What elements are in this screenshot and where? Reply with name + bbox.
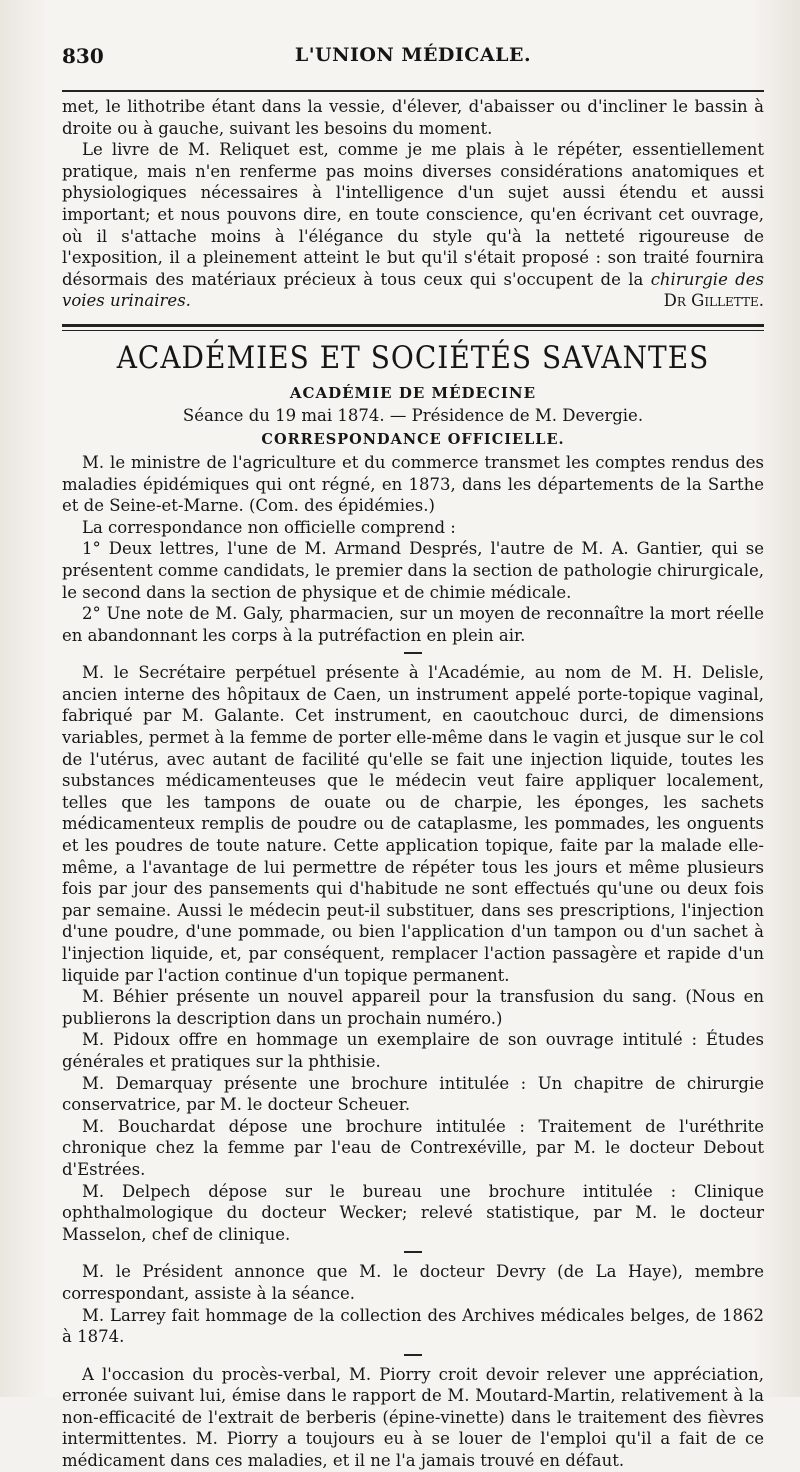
separator-dash <box>404 652 422 654</box>
section-rule <box>62 324 764 331</box>
running-head: L'UNION MÉDICALE. <box>294 44 532 66</box>
page-number: 830 <box>62 44 104 68</box>
review-paragraph-1: met, le lithotribe étant dans la vessie, d'élever, d'abaisser ou d'incliner le bassin à droite ou à gauche, suivant les besoins du moment. <box>62 97 764 138</box>
paragraph-piorry: A l'occasion du procès-verbal, M. Piorry croit devoir relever une appréciation, erronée suivant lui, émise dans le rapport de M. Moutard-Martin, relativement à la non-efficacité de l'extrait de berberis (épine-vinette) dans le traitement des fièvres intermittentes. M. Piorry a toujours eu à se louer de l'emploi qu'il a fait de ce médicament dans ces maladies, et il ne l'a jamais trouvé en défaut. <box>62 1364 764 1471</box>
paragraph-president: M. le Président annonce que M. le docteur Devry (de La Haye), membre correspondant, assiste à la séance. <box>62 1262 764 1303</box>
section-title: ACADÉMIES ET SOCIÉTÉS SAVANTES <box>116 339 710 376</box>
paragraph-behier: M. Béhier présente un nouvel appareil pour la transfusion du sang. (Nous en publierons la description dans un prochain numéro.) <box>62 987 764 1028</box>
signature-name: Dr Gillette. <box>663 291 764 311</box>
paragraph-pidoux: M. Pidoux offre en hommage un exemplaire de son ouvrage intitulé : Études générales et pratiques sur la phthisie. <box>62 1030 764 1071</box>
paragraph-note-galy: 2° Une note de M. Galy, pharmacien, sur un moyen de reconnaître la mort réelle en abandonnant les corps à la putréfaction en plein air. <box>62 604 764 645</box>
review-paragraph-2-italic: chirurgie des voies urinaires. <box>62 269 764 311</box>
header-rule <box>62 90 764 92</box>
correspondance-heading: CORRESPONDANCE OFFICIELLE. <box>261 430 565 448</box>
paragraph-delpech: M. Delpech dépose sur le bureau une brochure intitulée : Clinique ophthalmologique du docteur Wecker; relevé statistique, par M. le docteur Masselon, chef de clinique. <box>62 1181 764 1244</box>
academy-heading: ACADÉMIE DE MÉDECINE <box>289 383 537 402</box>
separator-dash <box>404 1354 422 1356</box>
paragraph-secretaire: M. le Secrétaire perpétuel présente à l'Académie, au nom de M. H. Delisle, ancien interne des hôpitaux de Caen, un instrument appelé porte-topique vaginal, fabriqué par M. Galante. Cet instrument, en caoutchouc durci, de dimensions variables, permet à la femme de porter elle-même dans le vagin et jusque sur le col de l'utérus, avec autant de facilité qu'elle se fait une injection liquide, toutes les substances médicamenteuses que le médecin veut faire appliquer localement, telles que les tampons de ouate ou de charpie, les éponges, les sachets médicamenteux remplis de poudre ou de cataplasme, les pommades, les onguents et les poudres de toute nature. Cette application topique, faite par la malade elle-même, a l'avantage de lui permettre de répéter tous les jours et même plusieurs fois par jour des pansements qui d'habitude ne sont effectués qu'une ou deux fois par semaine. Aussi le médecin peut-il substituer, dans ses prescriptions, l'injection d'une poudre, d'une pommade, ou bien l'application d'un tampon ou d'un sachet à l'injection liquide, et, par conséquent, remplacer l'action passagère et rapide d'un liquide par l'action continue d'un topique permanent. <box>62 663 764 985</box>
paragraph-bouchardat: M. Bouchardat dépose une brochure intitulée : Traitement de l'uréthrite chronique chez la femme par l'eau de Contrexéville, par M. le docteur Debout d'Estrées. <box>62 1116 764 1179</box>
paragraph-lettres: 1° Deux lettres, l'une de M. Armand Després, l'autre de M. A. Gantier, qui se présentent comme candidats, le premier dans la section de pathologie chirurgicale, le second dans la section de physique et de chimie médicale. <box>62 539 764 602</box>
paragraph-correspondance: La correspondance non officielle comprend : <box>82 517 456 537</box>
paragraph-demarquay: M. Demarquay présente une brochure intitulée : Un chapitre de chirurgie conservatrice, par M. le docteur Scheuer. <box>62 1073 764 1115</box>
review-paragraph-2 <box>62 139 764 312</box>
review-paragraph-2-text: Le livre de M. Reliquet est, comme je me plais à le répéter, essentiellement pratique, mais n'en renferme pas moins diverses considérations anatomiques et physiologiques nécessaires à l'intelligence d'un sujet aussi étendu et aussi important; et nous pouvons dire, en toute conscience, qu'en écrivant cet ouvrage, où il s'attache moins à l'élégance du style qu'à la netteté rigoureuse de l'exposition, il a pleinement atteint le but qu'il s'était proposé : son traité fournira désormais des matériaux précieux à tous ceux qui s'occupent de la <box>62 140 764 289</box>
session-line: Séance du 19 mai 1874. — Présidence de M. Devergie. <box>182 405 644 425</box>
paragraph-ministre: M. le ministre de l'agriculture et du commerce transmet les comptes rendus des maladies épidémiques qui ont régné, en 1873, dans les départements de la Sarthe et de Seine-et-Marne. (Com. des épidémies.) <box>62 452 764 516</box>
page-header <box>62 44 764 84</box>
separator-dash <box>404 1251 422 1253</box>
paragraph-larrey: M. Larrey fait hommage de la collection des Archives médicales belges, de 1862 à 1874. <box>62 1305 764 1347</box>
